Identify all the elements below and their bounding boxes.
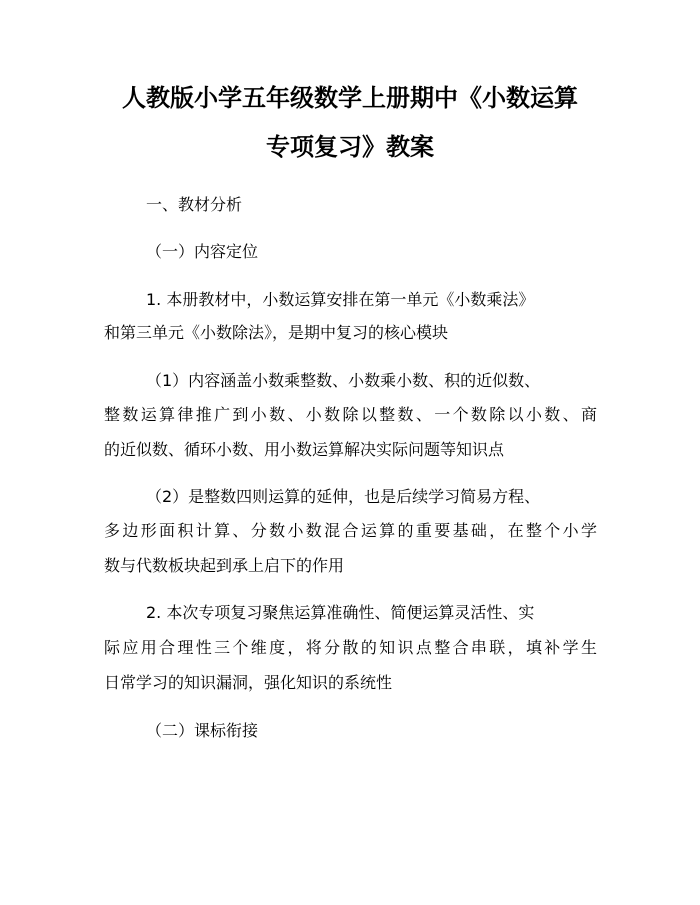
paragraph-4-line-3: 日常学习的知识漏洞，强化知识的系统性: [104, 673, 393, 692]
paragraph-3-line-1: （2）是整数四则运算的延伸，也是后续学习简易方程、: [146, 487, 541, 506]
paragraph-1-line-2: 和第三单元《小数除法》，是期中复习的核心模块: [104, 323, 449, 342]
paragraph-2-line-3: 的近似数、循环小数、用小数运算解决实际问题等知识点: [104, 440, 505, 459]
paragraph-1-line-1: 1. 本册教材中，小数运算安排在第一单元《小数乘法》: [146, 290, 535, 309]
document-title-line-2: 专项复习》教案: [266, 132, 434, 161]
paragraph-3-line-3: 数与代数板块起到承上启下的作用: [104, 556, 345, 575]
paragraph-3-line-2: 多边形面积计算、分数小数混合运算的重要基础，在整个小学: [104, 521, 597, 540]
section-heading-materials-analysis: 一、教材分析: [146, 195, 243, 214]
paragraph-4-line-1: 2. 本次专项复习聚焦运算准确性、简便运算灵活性、实: [146, 603, 535, 622]
subsection-heading-content-positioning: （一）内容定位: [146, 242, 259, 261]
paragraph-2-line-2: 整数运算律推广到小数、小数除以整数、一个数除以小数、商: [104, 405, 597, 424]
subsection-heading-curriculum-alignment: （二）课标衔接: [146, 721, 259, 740]
document-title-line-1: 人教版小学五年级数学上册期中《小数运算: [122, 83, 578, 112]
paragraph-4-line-2: 际应用合理性三个维度，将分散的知识点整合串联，填补学生: [104, 638, 597, 657]
paragraph-2-line-1: （1）内容涵盖小数乘整数、小数乘小数、积的近似数、: [146, 371, 541, 390]
